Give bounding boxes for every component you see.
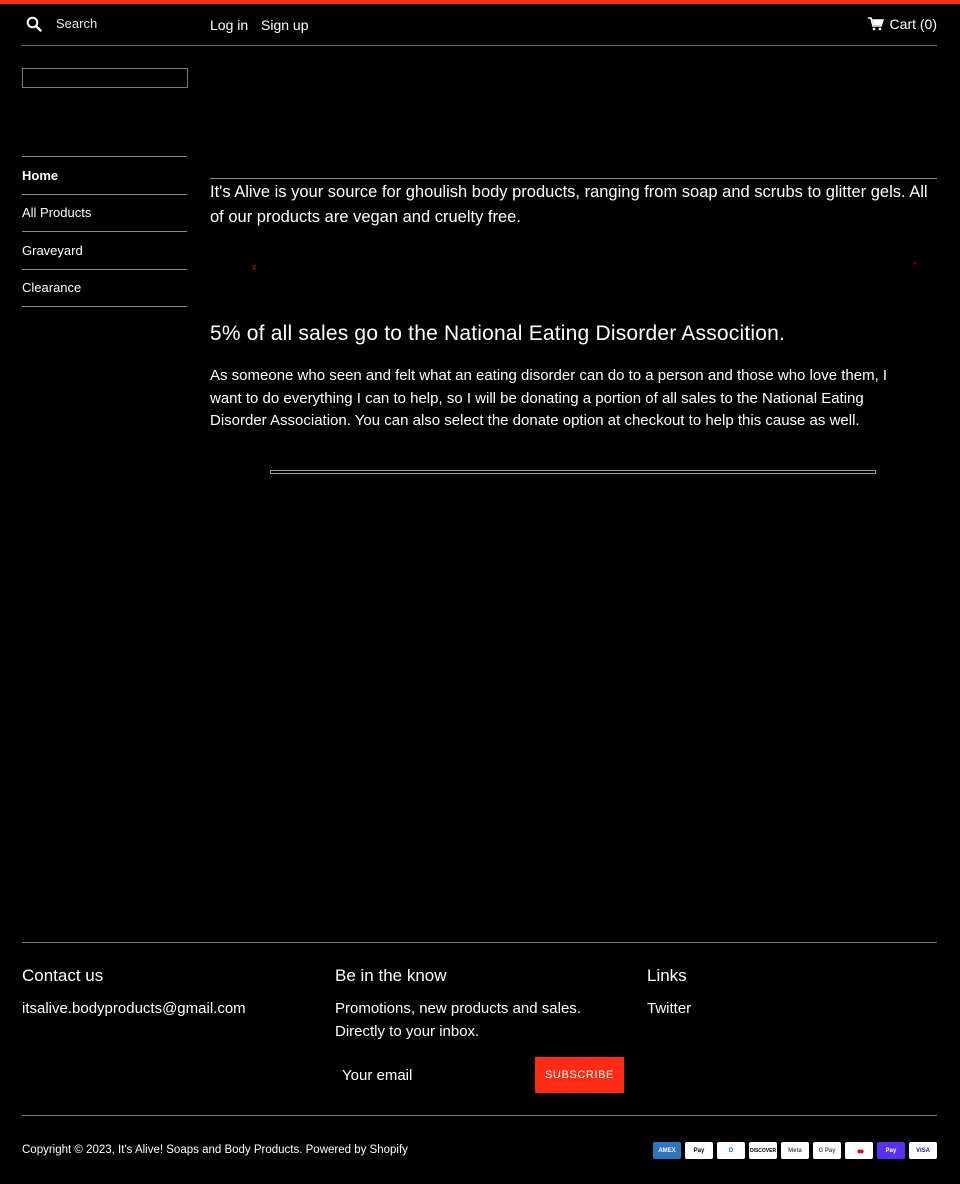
meta-pay-icon: Meta	[781, 1142, 809, 1159]
mastercard-icon: ●●	[845, 1142, 873, 1159]
apple-pay-icon: Pay	[685, 1142, 713, 1159]
google-pay-icon: G Pay	[813, 1142, 841, 1159]
footer-link-twitter[interactable]: Twitter	[647, 1000, 692, 1017]
cart-icon	[868, 17, 884, 31]
intro-text: It's Alive is your source for ghoulish body products, ranging from soap and scrubs to glitter gels. All of our products are vegan and cruelty free.	[210, 183, 928, 226]
payment-icons	[653, 1142, 937, 1159]
search-input[interactable]	[56, 13, 196, 33]
footer-contact	[22, 966, 246, 1021]
broken-image-mark: x	[252, 262, 257, 272]
site-header	[22, 4, 937, 46]
section-paragraph: As someone who seen and felt what an eating disorder can do to a person and those who love them, I want to do everything I can to help, so I will be donating a portion of all sales to the National Eating Disorder Association. You can also select the donate option at checkout to help this cause as well.	[210, 367, 888, 429]
footer-links-title: Links	[647, 966, 687, 985]
newsletter-text: Directly to your inbox.	[335, 1022, 480, 1040]
sidebar-item-home[interactable]: Home	[22, 157, 187, 195]
newsletter-email-input[interactable]	[335, 1057, 535, 1093]
footer-newsletter-title: Be in the know	[335, 966, 447, 985]
section-heading: 5% of all sales go to the National Eating Disorder Assocition.	[210, 322, 786, 345]
cart-label: Cart (0)	[889, 16, 937, 32]
footer-newsletter	[335, 966, 581, 1043]
store-logo[interactable]	[22, 68, 188, 88]
discover-icon: DISCOVER	[749, 1142, 777, 1159]
search-icon[interactable]	[26, 16, 42, 32]
sidebar-nav	[22, 156, 187, 307]
amex-icon: AMEX	[653, 1142, 681, 1159]
footer-contact-title: Contact us	[22, 966, 104, 985]
footer-divider	[22, 942, 937, 943]
newsletter-text: Promotions, new products and sales.	[335, 1000, 581, 1017]
intro-divider	[210, 178, 937, 179]
sidebar-item-graveyard[interactable]: Graveyard	[22, 232, 187, 270]
diners-icon: D	[717, 1142, 745, 1159]
content-divider	[270, 470, 876, 474]
sidebar-item-clearance[interactable]: Clearance	[22, 270, 187, 308]
login-link[interactable]: Log in	[210, 17, 249, 33]
shop-pay-icon: Pay	[877, 1142, 905, 1159]
footer-bottom-divider	[22, 1115, 937, 1116]
footer-links	[647, 966, 691, 1021]
subscribe-button[interactable]: SUBSCRIBE	[535, 1057, 624, 1093]
visa-icon: VISA	[909, 1142, 937, 1159]
cart-link[interactable]	[868, 16, 937, 32]
broken-image-mark: "	[913, 261, 917, 271]
signup-link[interactable]: Sign up	[261, 17, 309, 33]
copyright-text: Copyright © 2023, It's Alive! Soaps and Body Products. Powered by Shopify	[22, 1144, 408, 1156]
contact-email[interactable]: itsalive.bodyproducts@gmail.com	[22, 1000, 246, 1017]
sidebar-item-all-products[interactable]: All Products	[22, 195, 187, 233]
